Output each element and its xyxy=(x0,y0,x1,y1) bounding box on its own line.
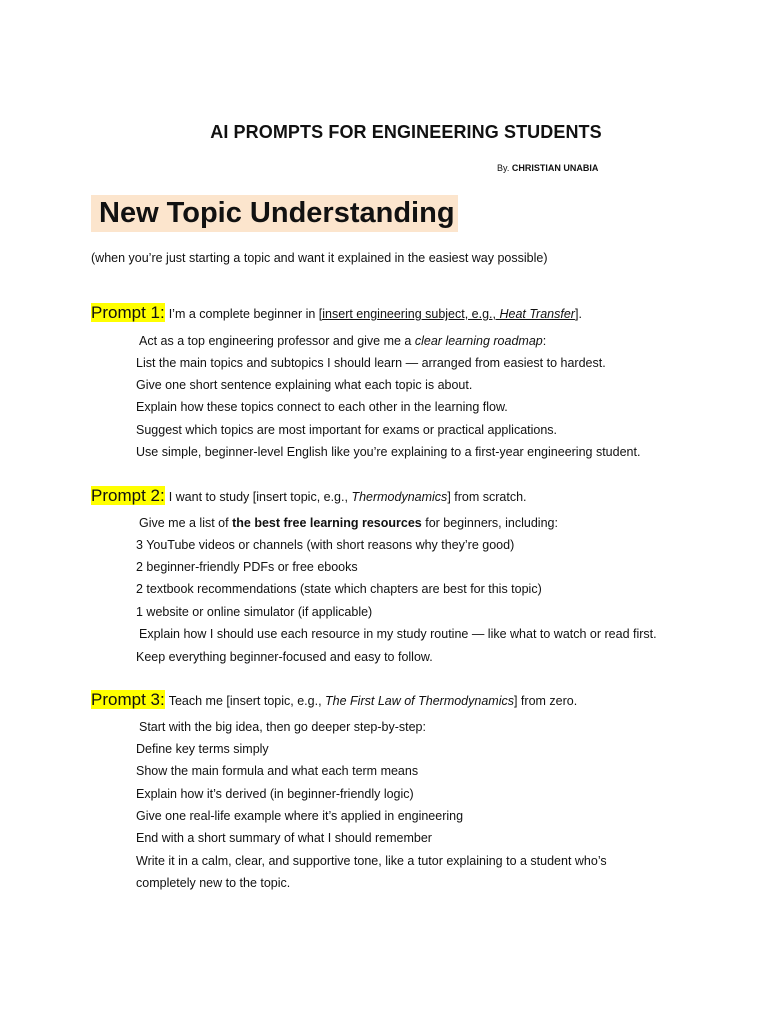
prompt-3-line: Give one real-life example where it’s applied in engineering xyxy=(136,809,464,823)
prompt-2-intro-italic: Thermodynamics xyxy=(351,490,448,504)
prompt-1-subject-link[interactable] xyxy=(318,307,582,321)
prompt-1-line: List the main topics and subtopics I should learn — arranged from easiest to hardest. xyxy=(136,356,606,370)
prompt-2-line-end: for beginners, including: xyxy=(421,516,558,530)
document-title: AI PROMPTS FOR ENGINEERING STUDENTS xyxy=(210,122,602,142)
prompt-2-line: Explain how I should use each resource in my study routine — like what to watch or read first. xyxy=(139,627,657,641)
prompt-3-line: Write it in a calm, clear, and supportive tone, like a tutor explaining to a student who’s xyxy=(136,854,607,868)
prompt-2-line: 3 YouTube videos or channels (with short reasons why they’re good) xyxy=(136,538,515,552)
prompt-1-link-italic: Heat Transfer xyxy=(499,307,575,321)
prompt-2-intro-end: ] from scratch. xyxy=(447,490,527,504)
prompt-3-intro-end: ] from zero. xyxy=(513,694,578,708)
prompt-3-intro xyxy=(169,694,578,708)
prompt-3-label: Prompt 3: xyxy=(91,690,165,709)
section-heading: New Topic Understanding xyxy=(91,195,458,232)
byline-author: CHRISTIAN UNABIA xyxy=(511,163,599,173)
prompt-2-line: Keep everything beginner-focused and easy to follow. xyxy=(136,650,433,664)
prompt-2-label: Prompt 2: xyxy=(91,486,165,505)
prompt-2-intro-text: I want to study [insert topic, e.g., xyxy=(168,490,352,504)
prompt-1-link-close: ] xyxy=(574,307,579,321)
prompt-1-intro-end: . xyxy=(578,307,582,321)
prompt-1-intro xyxy=(169,307,582,321)
prompt-1-link-text: [insert engineering subject, e.g., xyxy=(318,307,500,321)
prompt-1-line-italic: clear learning roadmap xyxy=(414,334,543,348)
prompt-1-line: Explain how these topics connect to each other in the learning flow. xyxy=(136,400,508,414)
prompt-1-line: Use simple, beginner-level English like you’re explaining to a first-year engineering student. xyxy=(136,445,641,459)
prompt-1-line xyxy=(136,334,546,348)
prompt-1-line-end: : xyxy=(542,334,547,348)
prompt-2-line: 1 website or online simulator (if applicable) xyxy=(136,605,373,619)
prompt-3-intro-text: Teach me [insert topic, e.g., xyxy=(168,694,326,708)
prompt-3-intro-italic: The First Law of Thermodynamics xyxy=(325,694,514,708)
prompt-3-line: completely new to the topic. xyxy=(136,876,291,890)
section-subtitle: (when you’re just starting a topic and want it explained in the easiest way possible) xyxy=(91,251,548,265)
byline-prefix: By. xyxy=(497,163,510,173)
prompt-3-line: End with a short summary of what I should remember xyxy=(136,831,432,845)
prompt-1-intro-text: I’m a complete beginner in xyxy=(168,307,319,321)
prompt-2-heading xyxy=(91,486,527,506)
prompt-1-line: Suggest which topics are most important for exams or practical applications. xyxy=(136,423,558,437)
prompt-3-line: Define key terms simply xyxy=(136,742,269,756)
prompt-3-line: Explain how it’s derived (in beginner-friendly logic) xyxy=(136,787,414,801)
prompt-1-heading xyxy=(91,303,582,323)
prompt-2-line: 2 beginner-friendly PDFs or free ebooks xyxy=(136,560,358,574)
prompt-2-intro xyxy=(169,490,527,504)
prompt-1-label: Prompt 1: xyxy=(91,303,165,322)
prompt-1-line-text: Act as a top engineering professor and give me a xyxy=(139,334,415,348)
byline xyxy=(497,163,598,173)
prompt-2-line: 2 textbook recommendations (state which chapters are best for this topic) xyxy=(136,582,542,596)
prompt-3-heading xyxy=(91,690,577,710)
prompt-2-line-text: Give me a list of xyxy=(139,516,233,530)
prompt-3-line: Show the main formula and what each term means xyxy=(136,764,419,778)
prompt-2-line xyxy=(136,516,558,530)
prompt-1-line: Give one short sentence explaining what each topic is about. xyxy=(136,378,473,392)
prompt-2-line-bold: the best free learning resources xyxy=(232,516,422,530)
prompt-3-line: Start with the big idea, then go deeper step-by-step: xyxy=(139,720,426,734)
